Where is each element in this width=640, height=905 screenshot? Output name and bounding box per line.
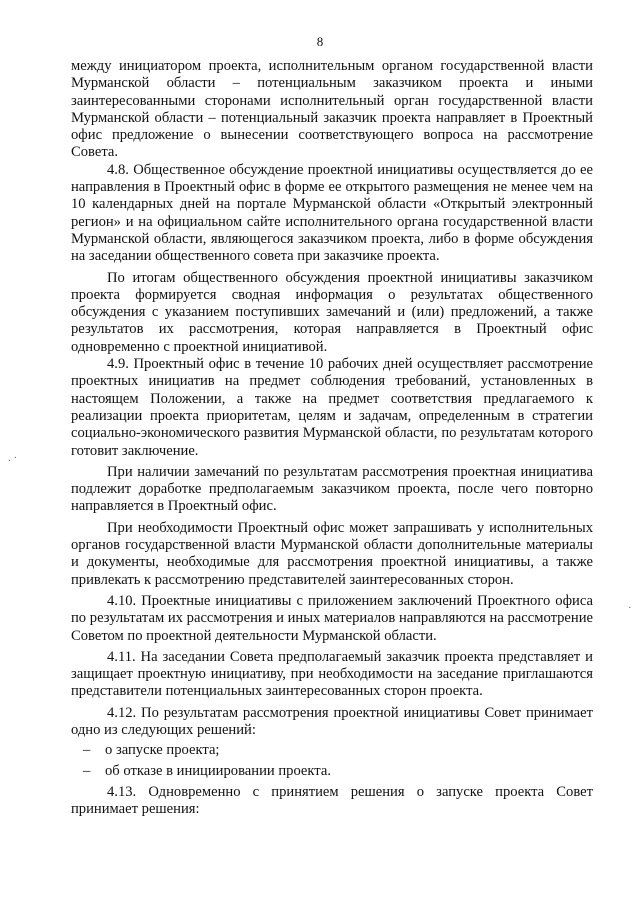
paragraph-additional-materials: При необходимости Проектный офис может запрашивать у исполнительных органов государственной власти Мурманской области дополнительные материалы и документы, необходимые для рассмотрения проектной инициативы, а также привлекать к рассмотрению представителей заинтересованных сторон.	[71, 519, 593, 588]
paragraph-4-8: 4.8. Общественное обсуждение проектной инициативы осуществляется до ее направления в Проектный офис в форме ее открытого размещения не менее чем на 10 календарных дней на портале Мурманской области «Открытый электронный регион» и на официальном сайте исполнительного органа государственной власти Мурманской области, являющегося заказчиком проекта, либо в форме обсуждения на заседании общественного совета при заказчике проекта.	[71, 161, 593, 265]
list-dash: –	[83, 742, 91, 759]
list-item	[71, 763, 593, 780]
paragraph-4-12: 4.12. По результатам рассмотрения проектной инициативы Совет принимает одно из следующих решений:	[71, 704, 593, 738]
list-dash: –	[83, 762, 91, 779]
paragraph-4-10: 4.10. Проектные инициативы с приложением заключений Проектного офиса по результатам их рассмотрения и иных материалов направляются на рассмотрение Советом по проектной деятельности Мурманской области.	[71, 592, 593, 644]
paragraph-4-11: 4.11. На заседании Совета предполагаемый заказчик проекта представляет и защищает проектную инициативу, при необходимости на заседание приглашаются представители потенциальных заинтересованных сторон проекта.	[71, 648, 593, 700]
scan-artifact: ·	[628, 602, 632, 614]
document-body	[71, 58, 593, 818]
paragraph-4-13: 4.13. Одновременно с принятием решения о запуске проекта Совет принимает решения:	[71, 783, 593, 818]
paragraph-public-discussion-results: По итогам общественного обсуждения проектной инициативы заказчиком проекта формируется сводная информация о результатах общественного обсуждения с указанием поступивших замечаний и (или) предложений, а также результатов их рассмотрения, которая направляется в Проектный офис одновременно с проектной инициативой.	[71, 269, 593, 355]
paragraph-remarks: При наличии замечаний по результатам рассмотрения проектная инициатива подлежит доработке предполагаемым заказчиком проекта, после чего повторно направляется в Проектный офис.	[71, 463, 593, 515]
list-item-text: об отказе в инициировании проекта.	[105, 762, 331, 779]
paragraph-4-9: 4.9. Проектный офис в течение 10 рабочих дней осуществляет рассмотрение проектных инициатив на предмет соблюдения требований, установленных в настоящем Положении, а также на предмет соответствия предлагаемого к реализации проекта приоритетам, целям и задачам, определенным в стратегии социально-экономического развития Мурманской области, по результатам которого готовит заключение.	[71, 356, 593, 459]
scan-artifact: . ·	[8, 452, 18, 464]
page-number: 8	[316, 34, 324, 49]
list-item	[71, 742, 593, 759]
paragraph-continuation: между инициатором проекта, исполнительным органом государственной власти Мурманской области – потенциальным заказчиком проекта и иными заинтересованными сторонами исполнительный орган государственной власти Мурманской области – потенциальный заказчик проекта направляет в Проектный офис предложение о вынесении соответствующего вопроса на рассмотрение Совета.	[71, 58, 593, 161]
list-item-text: о запуске проекта;	[105, 742, 220, 759]
